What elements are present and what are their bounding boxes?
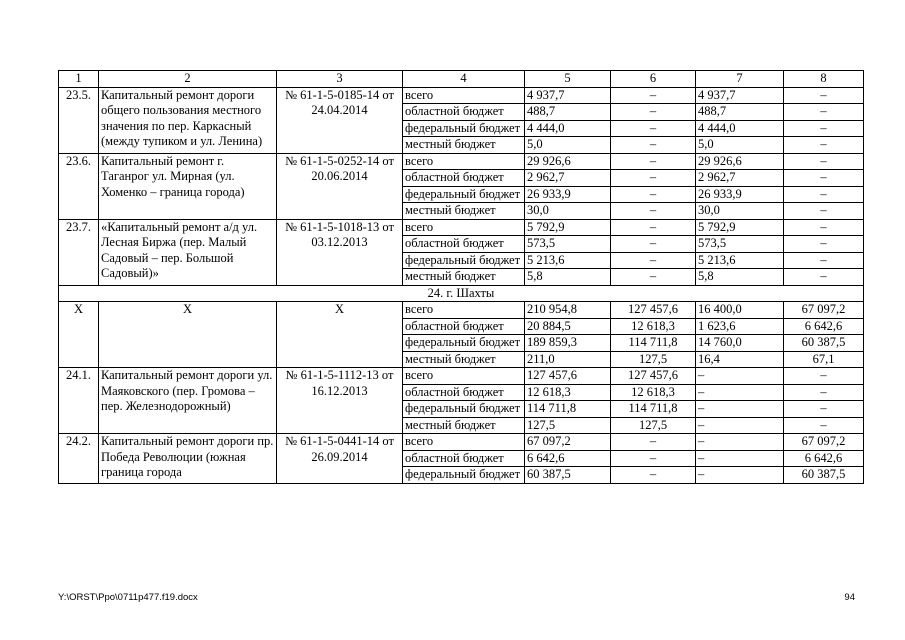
value-col6: – bbox=[611, 467, 696, 484]
value-col8: – bbox=[784, 368, 864, 385]
value-col6: 127 457,6 bbox=[611, 302, 696, 319]
value-col8: – bbox=[784, 269, 864, 286]
document-ref: № 61-1-5-1112-13 от 16.12.2013 bbox=[277, 368, 403, 434]
value-col5: 29 926,6 bbox=[525, 153, 611, 170]
value-col6: 127,5 bbox=[611, 417, 696, 434]
value-col8: – bbox=[784, 104, 864, 121]
funding-source: федеральный бюджет bbox=[403, 186, 525, 203]
table-row bbox=[59, 153, 864, 170]
value-col5: 26 933,9 bbox=[525, 186, 611, 203]
funding-source: областной бюджет bbox=[403, 318, 525, 335]
item-number: 24.1. bbox=[59, 368, 99, 434]
value-col8: 60 387,5 bbox=[784, 335, 864, 352]
value-col8: – bbox=[784, 120, 864, 137]
funding-source: местный бюджет bbox=[403, 351, 525, 368]
header-row bbox=[59, 71, 864, 88]
value-col7: 4 937,7 bbox=[696, 87, 784, 104]
funding-source: федеральный бюджет bbox=[403, 401, 525, 418]
value-col5: 5 792,9 bbox=[525, 219, 611, 236]
value-col6: – bbox=[611, 450, 696, 467]
value-col8: – bbox=[784, 401, 864, 418]
value-col5: 60 387,5 bbox=[525, 467, 611, 484]
value-col7: 2 962,7 bbox=[696, 170, 784, 187]
column-header-5: 5 bbox=[525, 71, 611, 88]
item-number: 23.5. bbox=[59, 87, 99, 153]
funding-source: федеральный бюджет bbox=[403, 335, 525, 352]
funding-source: всего bbox=[403, 153, 525, 170]
value-col6: – bbox=[611, 203, 696, 220]
value-col5: 211,0 bbox=[525, 351, 611, 368]
value-col7: 5,0 bbox=[696, 137, 784, 154]
project-name: Капитальный ремонт дороги пр. Победа Революции (южная граница города bbox=[99, 434, 277, 484]
value-col6: 127 457,6 bbox=[611, 368, 696, 385]
value-col7: 30,0 bbox=[696, 203, 784, 220]
value-col8: – bbox=[784, 203, 864, 220]
value-col6: 127,5 bbox=[611, 351, 696, 368]
value-col7: 5,8 bbox=[696, 269, 784, 286]
funding-source: областной бюджет bbox=[403, 450, 525, 467]
funding-source: областной бюджет bbox=[403, 236, 525, 253]
value-col6: – bbox=[611, 236, 696, 253]
value-col8: 67 097,2 bbox=[784, 302, 864, 319]
value-col7: 4 444,0 bbox=[696, 120, 784, 137]
funding-source: федеральный бюджет bbox=[403, 467, 525, 484]
column-header-1: 1 bbox=[59, 71, 99, 88]
value-col7: 1 623,6 bbox=[696, 318, 784, 335]
table-row bbox=[59, 434, 864, 451]
item-number: Х bbox=[59, 302, 99, 368]
table-row bbox=[59, 302, 864, 319]
item-number: 24.2. bbox=[59, 434, 99, 484]
value-col6: – bbox=[611, 170, 696, 187]
funding-source: федеральный бюджет bbox=[403, 120, 525, 137]
value-col6: 12 618,3 bbox=[611, 384, 696, 401]
value-col5: 573,5 bbox=[525, 236, 611, 253]
value-col5: 6 642,6 bbox=[525, 450, 611, 467]
value-col8: – bbox=[784, 87, 864, 104]
value-col8: – bbox=[784, 236, 864, 253]
value-col5: 30,0 bbox=[525, 203, 611, 220]
item-number: 23.6. bbox=[59, 153, 99, 219]
value-col5: 114 711,8 bbox=[525, 401, 611, 418]
value-col7: – bbox=[696, 434, 784, 451]
value-col5: 5,8 bbox=[525, 269, 611, 286]
funding-source: всего bbox=[403, 87, 525, 104]
value-col5: 127 457,6 bbox=[525, 368, 611, 385]
column-header-8: 8 bbox=[784, 71, 864, 88]
value-col7: 488,7 bbox=[696, 104, 784, 121]
value-col7: 29 926,6 bbox=[696, 153, 784, 170]
value-col7: – bbox=[696, 467, 784, 484]
value-col6: – bbox=[611, 153, 696, 170]
value-col5: 20 884,5 bbox=[525, 318, 611, 335]
funding-source: всего bbox=[403, 302, 525, 319]
footer-file-path: Y:\ORST\Ppo\0711p477.f19.docx bbox=[58, 592, 198, 603]
column-header-3: 3 bbox=[277, 71, 403, 88]
value-col6: – bbox=[611, 87, 696, 104]
value-col7: 16 400,0 bbox=[696, 302, 784, 319]
value-col6: – bbox=[611, 186, 696, 203]
project-name: Капитальный ремонт дороги общего пользования местного значения по пер. Каркасный (между тупиком и ул. Ленина) bbox=[99, 87, 277, 153]
value-col8: – bbox=[784, 219, 864, 236]
section-title: 24. г. Шахты bbox=[59, 285, 864, 302]
value-col5: 189 859,3 bbox=[525, 335, 611, 352]
column-header-2: 2 bbox=[99, 71, 277, 88]
document-ref: № 61-1-5-1018-13 от 03.12.2013 bbox=[277, 219, 403, 285]
funding-source: местный бюджет bbox=[403, 269, 525, 286]
value-col8: 67 097,2 bbox=[784, 434, 864, 451]
funding-source: местный бюджет bbox=[403, 417, 525, 434]
funding-source: местный бюджет bbox=[403, 137, 525, 154]
funding-source: всего bbox=[403, 434, 525, 451]
value-col8: – bbox=[784, 252, 864, 269]
value-col7: – bbox=[696, 384, 784, 401]
funding-source: федеральный бюджет bbox=[403, 252, 525, 269]
column-header-6: 6 bbox=[611, 71, 696, 88]
value-col6: 12 618,3 bbox=[611, 318, 696, 335]
funding-source: областной бюджет bbox=[403, 104, 525, 121]
value-col6: – bbox=[611, 137, 696, 154]
page-number: 94 bbox=[844, 592, 855, 603]
document-ref: № 61-1-5-0185-14 от 24.04.2014 bbox=[277, 87, 403, 153]
funding-source: местный бюджет bbox=[403, 203, 525, 220]
value-col8: 67,1 bbox=[784, 351, 864, 368]
value-col6: – bbox=[611, 434, 696, 451]
value-col7: – bbox=[696, 368, 784, 385]
project-name: Капитальный ремонт г. Таганрог ул. Мирная (ул. Хоменко – граница города) bbox=[99, 153, 277, 219]
value-col7: – bbox=[696, 417, 784, 434]
value-col5: 127,5 bbox=[525, 417, 611, 434]
column-header-4: 4 bbox=[403, 71, 525, 88]
item-number: 23.7. bbox=[59, 219, 99, 285]
value-col5: 5 213,6 bbox=[525, 252, 611, 269]
value-col5: 2 962,7 bbox=[525, 170, 611, 187]
value-col5: 488,7 bbox=[525, 104, 611, 121]
value-col8: – bbox=[784, 384, 864, 401]
value-col7: – bbox=[696, 401, 784, 418]
value-col5: 5,0 bbox=[525, 137, 611, 154]
section-row bbox=[59, 285, 864, 302]
value-col8: 6 642,6 bbox=[784, 450, 864, 467]
table-row bbox=[59, 87, 864, 104]
funding-source: всего bbox=[403, 368, 525, 385]
value-col8: 6 642,6 bbox=[784, 318, 864, 335]
value-col5: 210 954,8 bbox=[525, 302, 611, 319]
document-ref: Х bbox=[277, 302, 403, 368]
budget-table bbox=[58, 70, 864, 484]
value-col5: 4 937,7 bbox=[525, 87, 611, 104]
funding-source: всего bbox=[403, 219, 525, 236]
value-col5: 4 444,0 bbox=[525, 120, 611, 137]
value-col8: 60 387,5 bbox=[784, 467, 864, 484]
value-col8: – bbox=[784, 153, 864, 170]
value-col5: 12 618,3 bbox=[525, 384, 611, 401]
funding-source: областной бюджет bbox=[403, 384, 525, 401]
value-col6: – bbox=[611, 104, 696, 121]
value-col6: – bbox=[611, 252, 696, 269]
value-col7: 16,4 bbox=[696, 351, 784, 368]
value-col8: – bbox=[784, 417, 864, 434]
project-name: Х bbox=[99, 302, 277, 368]
funding-source: областной бюджет bbox=[403, 170, 525, 187]
value-col5: 67 097,2 bbox=[525, 434, 611, 451]
table-row bbox=[59, 219, 864, 236]
value-col6: – bbox=[611, 219, 696, 236]
value-col7: 5 213,6 bbox=[696, 252, 784, 269]
value-col7: 14 760,0 bbox=[696, 335, 784, 352]
value-col6: – bbox=[611, 120, 696, 137]
value-col7: 573,5 bbox=[696, 236, 784, 253]
value-col8: – bbox=[784, 170, 864, 187]
document-ref: № 61-1-5-0441-14 от 26.09.2014 bbox=[277, 434, 403, 484]
value-col7: – bbox=[696, 450, 784, 467]
value-col6: 114 711,8 bbox=[611, 335, 696, 352]
value-col6: – bbox=[611, 269, 696, 286]
column-header-7: 7 bbox=[696, 71, 784, 88]
project-name: Капитальный ремонт дороги ул. Маяковского (пер. Громова – пер. Железнодорожный) bbox=[99, 368, 277, 434]
value-col7: 26 933,9 bbox=[696, 186, 784, 203]
value-col7: 5 792,9 bbox=[696, 219, 784, 236]
value-col8: – bbox=[784, 186, 864, 203]
value-col6: 114 711,8 bbox=[611, 401, 696, 418]
value-col8: – bbox=[784, 137, 864, 154]
project-name: «Капитальный ремонт а/д ул. Лесная Биржа (пер. Малый Садовый – пер. Большой Садовый)» bbox=[99, 219, 277, 285]
document-ref: № 61-1-5-0252-14 от 20.06.2014 bbox=[277, 153, 403, 219]
table-row bbox=[59, 368, 864, 385]
